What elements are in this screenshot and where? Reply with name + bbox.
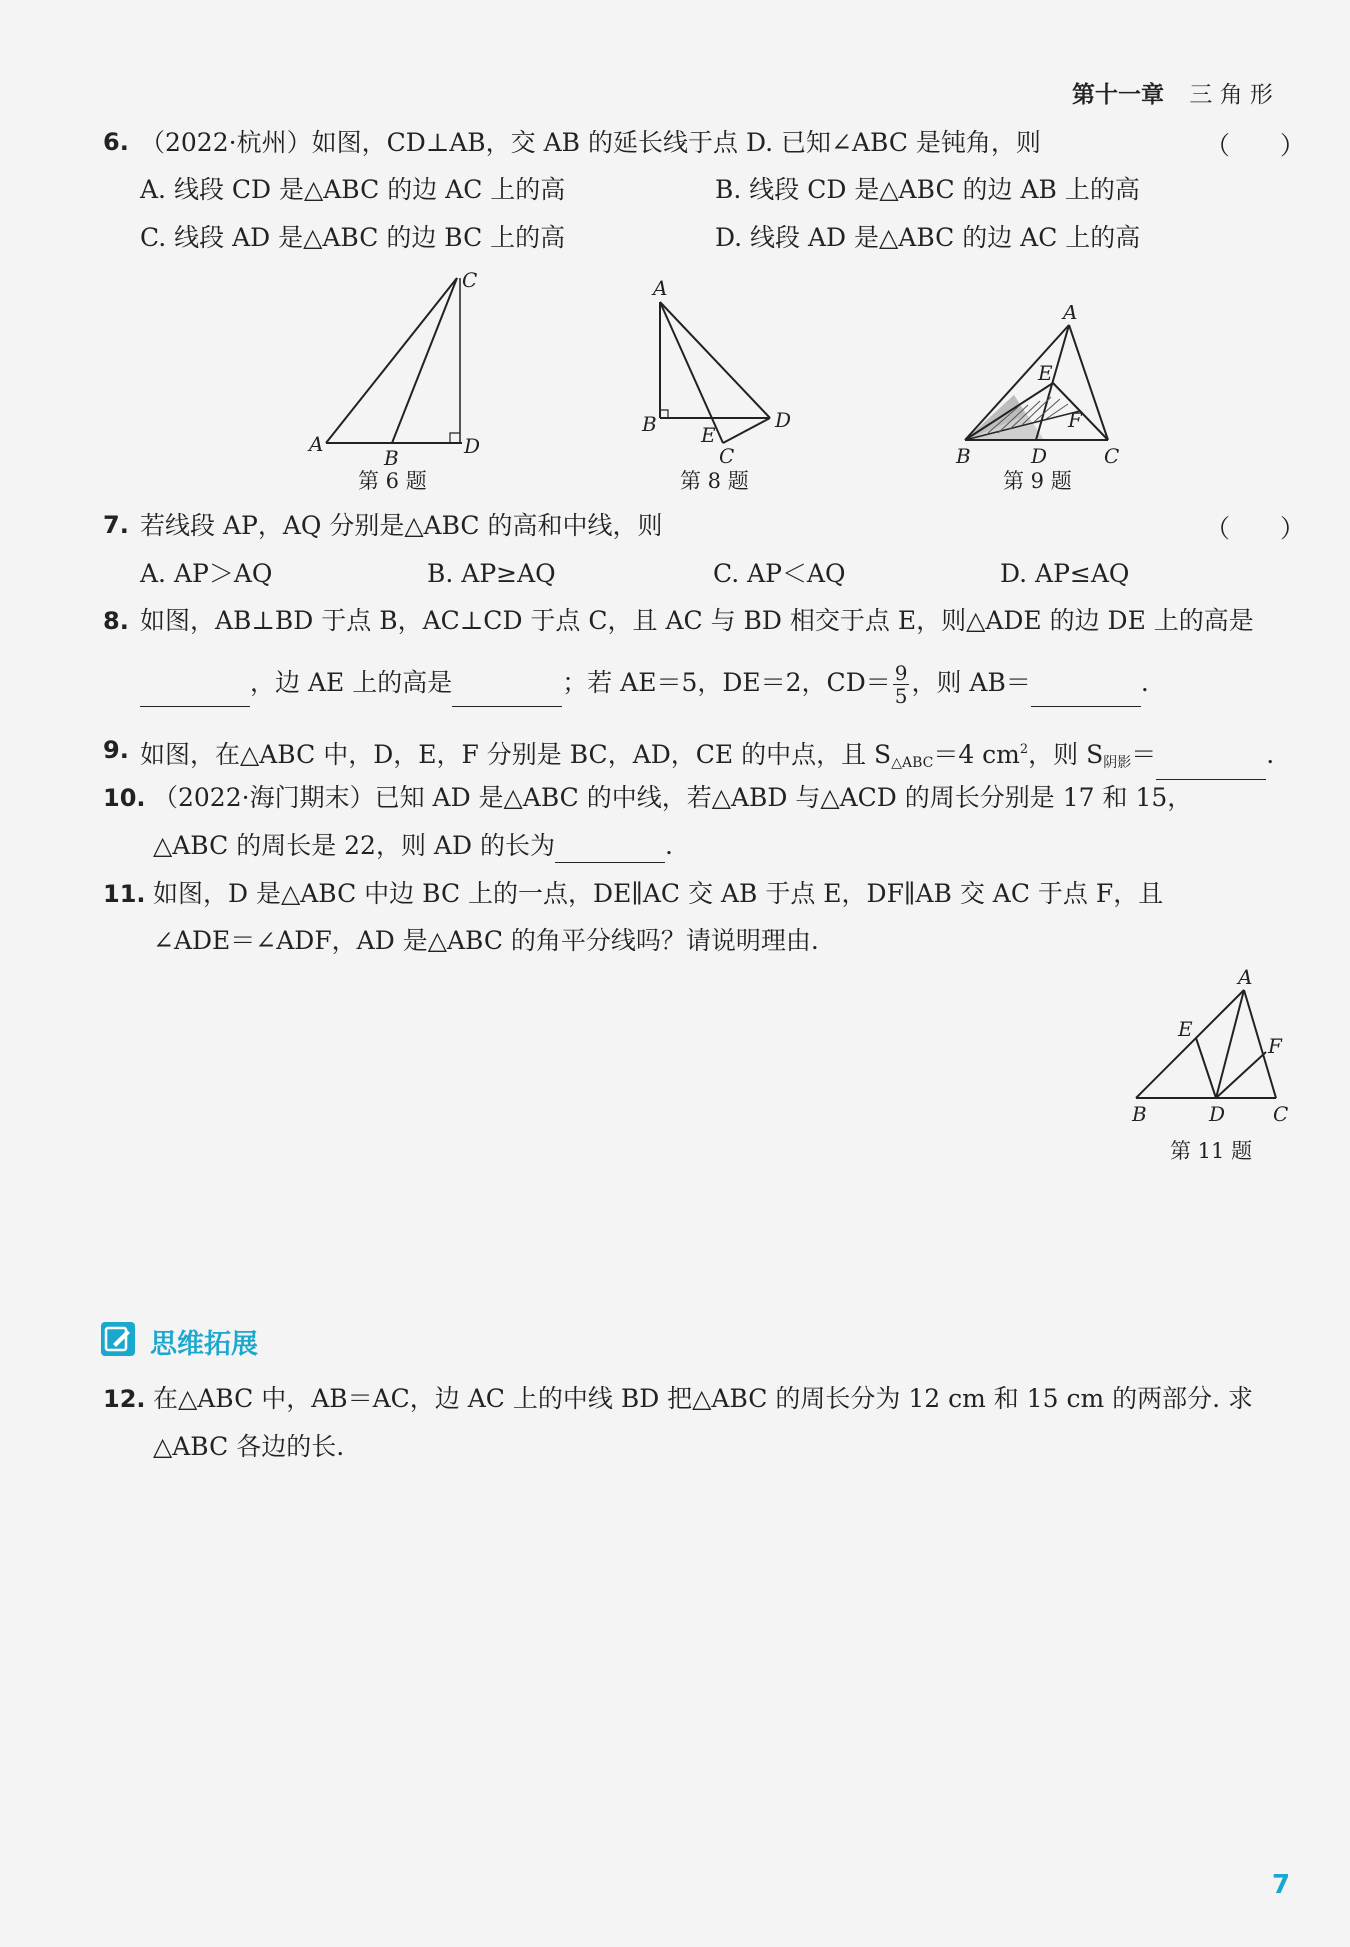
fig8-label-d: D: [775, 408, 792, 432]
fig11-label-f: F: [1268, 1034, 1282, 1058]
q7-number: 7.: [103, 511, 129, 539]
fig9-label-a: A: [1063, 305, 1078, 324]
q6-answer-bracket: （ ）: [1205, 131, 1306, 160]
fig11-label-e: E: [1178, 1017, 1193, 1041]
fig8-label-b: B: [642, 412, 657, 436]
q8-blank-2[interactable]: [452, 680, 562, 707]
fig8-label-a: A: [653, 276, 668, 300]
figure-6-caption: 第 6 题: [358, 469, 427, 493]
q8-frac-numerator: 9: [894, 661, 908, 685]
fig8-label-c: C: [719, 444, 735, 465]
thinking-extension-icon: [101, 1322, 135, 1356]
fig11-label-a: A: [1238, 968, 1253, 989]
fig8-label-e: E: [701, 423, 716, 447]
q9-text-a: 如图，在△ABC 中，D，E，F 分别是 BC，AD，CE 的中点，且 S: [140, 740, 892, 769]
q8-number: 8.: [103, 607, 129, 635]
q8-line1: 如图，AB⊥BD 于点 B，AC⊥CD 于点 C，且 AC 与 BD 相交于点 E，则△ADE 的边 DE 上的高是: [140, 606, 1254, 635]
q8-text-d: .: [1140, 668, 1149, 697]
q8-text-c: ，则 AB＝: [911, 668, 1031, 697]
fig9-label-b: B: [956, 444, 971, 468]
q8-line2: [140, 662, 1149, 707]
q8-text-b: ；若 AE＝5，DE＝2，CD＝: [562, 668, 891, 697]
fig6-label-b: B: [384, 446, 399, 465]
chapter-header: [1072, 76, 1273, 109]
q7-option-d: D. AP≤AQ: [1000, 559, 1130, 588]
fig9-label-d: D: [1031, 444, 1048, 468]
fig6-label-c: C: [462, 268, 478, 292]
figure-8-caption: 第 8 题: [680, 469, 749, 493]
q8-frac-denominator: 5: [894, 684, 908, 708]
q9-superscript: 2: [1019, 742, 1029, 757]
q9-text: [140, 733, 1274, 780]
fig9-label-f: F: [1068, 408, 1082, 432]
fig6-label-d: D: [464, 434, 481, 458]
q8-blank-3[interactable]: [1031, 680, 1141, 707]
q10-end: .: [664, 831, 673, 860]
q9-text-c: ，则 S: [1028, 740, 1104, 769]
figure-11: [1118, 968, 1298, 1123]
q8-text-a: ，边 AE 上的高是: [250, 668, 453, 697]
q9-text-b: ＝4 cm: [933, 740, 1020, 769]
q8-blank-1[interactable]: [140, 680, 250, 707]
q10-number: 10.: [103, 784, 146, 812]
q7-option-c: C. AP＜AQ: [713, 559, 846, 588]
chapter-title: 三 角 形: [1189, 82, 1273, 108]
q7-option-a: A. AP＞AQ: [140, 559, 273, 588]
q12-number: 12.: [103, 1385, 146, 1413]
q9-blank[interactable]: [1156, 753, 1266, 780]
q11-number: 11.: [103, 880, 146, 908]
section-title: 思维拓展: [150, 1329, 258, 1360]
q10-line1: （2022·海门期末）已知 AD 是△ABC 的中线，若△ABD 与△ACD 的周长分别是 17 和 15，: [153, 783, 1193, 812]
q12-line1: 在△ABC 中，AB＝AC，边 AC 上的中线 BD 把△ABC 的周长分为 12 cm 和 15 cm 的两部分. 求: [153, 1384, 1253, 1413]
q6-option-b: B. 线段 CD 是△ABC 的边 AB 上的高: [715, 175, 1140, 204]
fig11-label-d: D: [1209, 1102, 1226, 1123]
fig9-label-e: E: [1038, 361, 1053, 385]
q10-blank[interactable]: [555, 836, 665, 863]
q6-option-d: D. 线段 AD 是△ABC 的边 AC 上的高: [715, 223, 1141, 252]
fig11-label-b: B: [1132, 1102, 1147, 1123]
page-number: 7: [1272, 1870, 1291, 1900]
q10-line2-text: △ABC 的周长是 22，则 AD 的长为: [153, 831, 555, 860]
q8-fraction: [893, 662, 910, 707]
figure-9-caption: 第 9 题: [1003, 469, 1072, 493]
q12-line2: △ABC 各边的长.: [153, 1432, 345, 1461]
figure-11-caption: 第 11 题: [1170, 1139, 1253, 1163]
q9-text-d: ＝: [1131, 740, 1157, 769]
q7-stem: 若线段 AP，AQ 分别是△ABC 的高和中线，则: [140, 511, 663, 540]
figure-9: [948, 305, 1128, 470]
q9-subscript-abc: △ABC: [891, 755, 934, 771]
q6-stem: （2022·杭州）如图，CD⊥AB，交 AB 的延长线于点 D. 已知∠ABC 是钝角，则: [140, 128, 1041, 157]
q9-subscript-shaded: 阴影: [1103, 755, 1132, 771]
q7-option-b: B. AP≥AQ: [427, 559, 556, 588]
fig9-label-c: C: [1104, 444, 1120, 468]
fig6-label-a: A: [309, 432, 324, 456]
fig11-label-c: C: [1273, 1102, 1289, 1123]
q9-text-e: .: [1266, 740, 1275, 769]
chapter-label: 第十一章: [1072, 82, 1164, 108]
q10-line2: [153, 829, 673, 863]
q9-number: 9.: [103, 736, 129, 764]
q7-answer-bracket: （ ）: [1205, 514, 1306, 543]
figure-8: [635, 275, 800, 465]
q6-option-a: A. 线段 CD 是△ABC 的边 AC 上的高: [140, 175, 566, 204]
figure-6: [300, 265, 500, 465]
q6-number: 6.: [103, 128, 129, 156]
q11-line1: 如图，D 是△ABC 中边 BC 上的一点，DE∥AC 交 AB 于点 E，DF∥AB 交 AC 于点 F，且: [153, 879, 1164, 908]
q11-line2: ∠ADE＝∠ADF，AD 是△ABC 的角平分线吗？请说明理由.: [153, 926, 819, 955]
q6-option-c: C. 线段 AD 是△ABC 的边 BC 上的高: [140, 223, 566, 252]
